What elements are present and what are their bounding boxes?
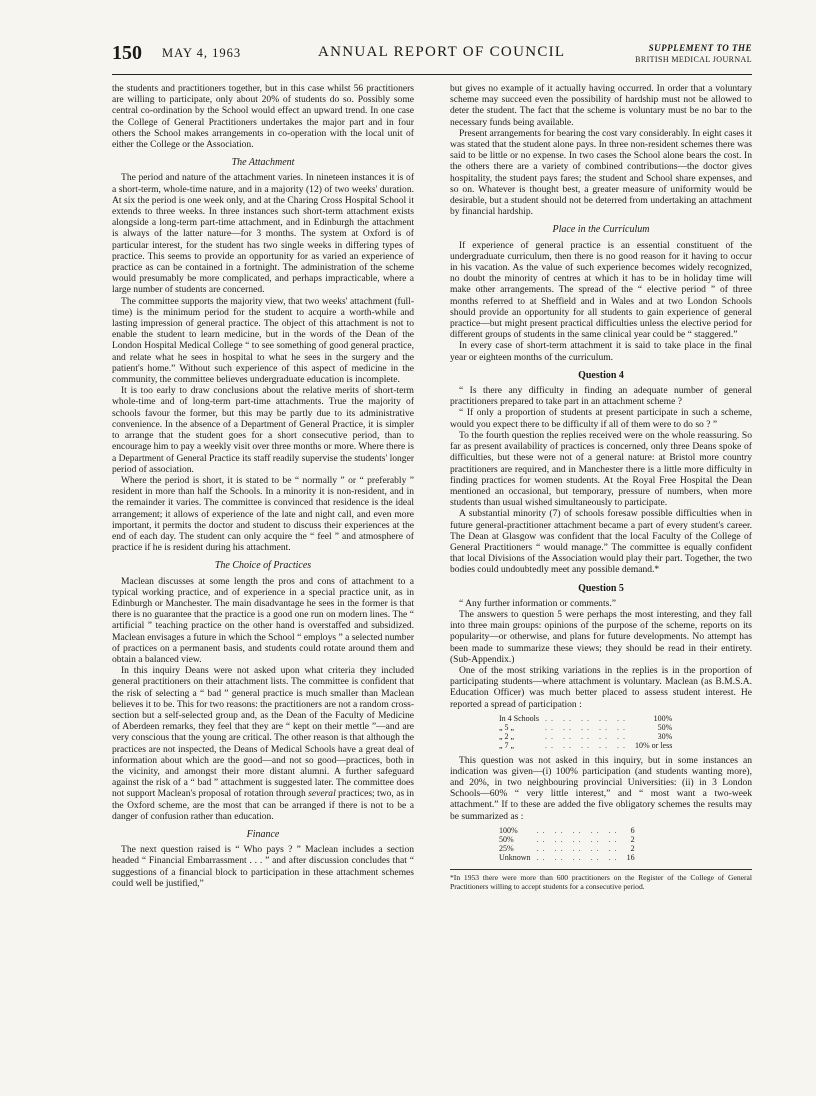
summary-rows [496, 826, 638, 863]
table-row [496, 714, 675, 723]
paragraph: Maclean discusses at some length the pros and cons of attachment to a typical working practice, and of experience in a special practice unit, as in Edinburgh or Manchester. The main disadvantage he sees in the former is that there is no guarantee that the practice is a good one run on modern lines. The “ artificial ” teaching practice on the other hand is overstaffed and subsidized. Maclean envisages a future in which the School “ employs ” a selected number of practices on a permanent basis, and students could rotate around them and obtain a balanced view. [112, 575, 414, 665]
footnote: *In 1953 there were more than 600 practitioners on the Register of the College of General Practitioners willing to accept students for a consecutive period. [450, 869, 752, 891]
row-value: 2 [630, 835, 635, 844]
row-label: „ 5 „ [499, 722, 515, 732]
row-label: 25% [499, 844, 514, 854]
table-row [496, 844, 638, 853]
right-column [450, 83, 752, 891]
leader-dots: .. .. .. .. .. [536, 835, 621, 844]
paragraph: The answers to question 5 were perhaps the most interesting, and they fall into three main groups: opinions of the purpose of the scheme, reports on its popularity—or otherwise, and plans for future developments. No attempt has been made to summarize these views; they should be read in their entirety. (Sub-Appendix.) [450, 608, 752, 665]
supplement-line-2: BRITISH MEDICAL JOURNAL [635, 55, 752, 64]
row-label: In 4 Schools [499, 713, 539, 723]
running-header [112, 40, 752, 75]
section-heading-choice-of-practices: The Choice of Practices [214, 560, 312, 572]
row-value: 30% [657, 732, 673, 742]
paragraph: One of the most striking variations in the replies is in the proportion of participating students—where attachment is voluntary. Maclean (as B.M.S.A. Education Officer) was much better placed to assess student interest. He reported a spread of participation : [450, 664, 752, 710]
row-label: 100% [499, 825, 518, 835]
text-run: practices; two, as in the Oxford scheme, are the most that can be arranged if there is not to be a danger of confusion rather than education. [112, 788, 414, 822]
running-title: ANNUAL REPORT OF COUNCIL [318, 44, 566, 60]
summary-table [496, 826, 638, 863]
participation-spread-table [496, 714, 675, 751]
row-value: 50% [657, 722, 673, 732]
leader-dots: .. .. .. .. .. [545, 741, 629, 751]
table-row [496, 732, 675, 741]
paragraph: If experience of general practice is an essential constituent of the undergraduate curriculum, then there is no good reason for it having to occur in his vacation. As the value of such experience becomes widely recognized, no doubt the minority of centres at which it has to be in holiday time will make other arrangements. The spread of the “ elective period ” of three months referred to at Sheffield and in Wales and at two London Schools should provide an opportunity for all students to gain experience of general practice—but might present practical difficulties unless the elective period for different groups of students in the same clinical year could be “ staggered.” [450, 239, 752, 341]
quoted-question: “ If only a proportion of students at present participate in such a scheme, would you expect there to be difficulty if all of them were to do so ? ” [450, 407, 752, 430]
paragraph [112, 665, 414, 822]
table-row [496, 853, 638, 862]
paragraph: Present arrangements for bearing the cost vary considerably. In eight cases it was stated that the student alone pays. In three non-resident schemes there was said to be little or no expense. In two cases the School alone bears the cost. In the others there are a variety of combined contributions—the doctor gives hospitality, the student pays fares; the student and School share expenses, and so on. Whatever is thought best, a greater measure of uniformity would be desirable, but a student should not be deterred from undertaking an attachment by financial hardship. [450, 127, 752, 218]
text-columns [112, 83, 752, 891]
paragraph: A substantial minority (7) of schools foresaw possible difficulties when in future general-practitioner attachment became a part of every student's career. The Dean at Glasgow was confident that the local Faculty of the College of General Practitioners “ would manage.” The committee is equally confident that local Divisions of the Association would play their part. Together, the two bodies could undoubtedly meet any possible demand.* [450, 508, 752, 576]
supplement-line-1: SUPPLEMENT TO THE [648, 43, 752, 53]
row-value: 10% or less [635, 741, 673, 751]
supplement-label [635, 43, 752, 65]
table-row [496, 835, 638, 844]
leader-dots: .. .. .. .. .. [536, 844, 621, 854]
row-value: 2 [630, 844, 635, 854]
leader-dots: .. .. .. .. .. [545, 732, 629, 742]
paragraph: the students and practitioners together, but in this case whilst 56 practitioners are willing to participate, only about 20% of students do so. Possibly some central co-ordination by the School would effect an upward trend. In one case the College of General Practitioners undertakes the major part and in four others the School makes arrangements in co-operation with the local unit of either the College or the Association. [112, 83, 414, 151]
emphasis: several [308, 788, 336, 800]
question-4-heading: Question 4 [578, 369, 624, 381]
row-label: 50% [499, 835, 514, 844]
table-row [496, 826, 638, 835]
section-heading-finance: Finance [246, 829, 280, 840]
page-number: 150 [112, 42, 142, 64]
table-row [496, 741, 675, 750]
left-column [112, 83, 414, 891]
paragraph: The committee supports the majority view, that two weeks' attachment (full-time) is the minimum period for the student to acquire a worth-while and lasting impression of general practice. The object of this attachment is not to enable the student to learn medicine, but in the words of the Dean of the London Hospital Medical College “ to see something of good general practice, and relate what he sees in hospital to what he sees in the surgery and the patient's home.” Without such experience of this aspect of medicine in the community, the committee believes undergraduate education is incomplete. [112, 295, 414, 386]
paragraph: It is too early to draw conclusions about the relative merits of short-term whole-time and of long-term part-time attachments. True the majority of schools favour the former, but this may be partly due to its administrative convenience. In the absence of a Department of General Practice, it is simpler to arrange that the student goes for a short consecutive period, than to encourage him to pay a weekly visit over three months or more. Where there is a Department of General Practice its staff readily supervise the students' longer period of association. [112, 385, 414, 475]
section-heading-place-in-curriculum: Place in the Curriculum [552, 224, 650, 236]
issue-date: MAY 4, 1963 [162, 46, 242, 60]
row-label: „ 2 „ [499, 732, 515, 742]
question-5-heading: Question 5 [578, 582, 624, 594]
table-row [496, 723, 675, 732]
row-value: 16 [626, 853, 635, 863]
leader-dots: .. .. .. .. .. [536, 853, 621, 863]
row-value: 100% [653, 713, 673, 723]
row-value: 6 [630, 825, 635, 835]
paragraph: but gives no example of it actually having occurred. In order that a voluntary scheme may succeed even the possibility of hardship must not be allowed to deter the student. The fact that the scheme is voluntary must be no bar to the necessary funds being available. [450, 83, 752, 128]
text-run: In this inquiry Deans were not asked upon what criteria they included general practitioners on their attachment lists. The committee is confident that the risk of selecting a “ bad ” general practice is much smaller than Maclean believes it to be. This for two reasons: the practitioners are not a random cross-section but a self-selected group and, as the Dean of the Faculty of Medicine of Aberdeen remarks, they feel that they are “ kept on their mettle ”—and are very conscious that the young are critical. The other reason is that although the practices are not inspected, the Deans of Medical Schools have a great deal of information about which are the good—and not so good—practices, both in the vicinity, and amongst their more distant alumni. A further safeguard against the risk of a “ bad ” attachment is suggested later. The committee does not support Maclean's proposal of rotation through [112, 665, 414, 800]
paragraph: This question was not asked in this inquiry, but in some instances an indication was given—(i) 100% participation (and students wanting more), and 20%, in two neighbouring provincial Universities: (ii) in 3 London Schools—60% “ very little interest,” and “ most want a two-week attachment.” If to these are added the five obligatory schemes the results may be summarized as : [450, 754, 752, 822]
paragraph: To the fourth question the replies received were on the whole reassuring. So far as present availability of practices is concerned, only three Deans spoke of difficulties, but these were not of a general nature: at Bristol more country practitioners are required, and in Manchester there is a little more difficulty in finding practices for women students. At the Royal Free Hospital the Dean mentioned an occasional, but temporary, pressure of numbers, when more students than usual wished simultaneously to participate. [450, 429, 752, 509]
section-heading-attachment: The Attachment [231, 157, 295, 169]
paragraph: The period and nature of the attachment varies. In nineteen instances it is of a short-term, whole-time nature, and in a majority (12) of two weeks' duration. At six the period is one week only, and at the Charing Cross Hospital School it extends to three weeks. In three instances such short-term attachment exists alongside a long-term part-time attachment, and in Edinburgh the attachment is always of the latter nature—for 3 months. The system at Oxford is of particular interest, for the student has two single weeks in differing types of practice. This seems to provide an opportunity for as varied an experience of practice as can be contained in a fortnight. The administration of the scheme would presumably be more complicated, and perhaps impracticable, where a large number of students are concerned. [112, 172, 414, 296]
row-label: „ 7 „ [499, 741, 515, 751]
leader-dots: .. .. .. .. .. [545, 713, 629, 723]
paragraph: In every case of short-term attachment it is said to take place in the final year or eighteen months of the curriculum. [450, 340, 752, 363]
leader-dots: .. .. .. .. .. [536, 825, 621, 835]
quoted-question: “ Is there any difficulty in finding an adequate number of general practitioners prepared to take part in an attachment scheme ? [450, 385, 752, 408]
quoted-question: “ Any further information or comments.” [459, 597, 616, 609]
row-label: Unknown [499, 853, 531, 863]
paragraph: Where the period is short, it is stated to be “ normally ” or “ preferably ” resident in more than half the Schools. In a minority it is non-resident, and in the remainder it varies. The committee is convinced that residence is the ideal arrangement; it allows of experience of the late and night call, and even more important, it permits the doctor and student to discuss their experiences at the end of each day. The student can only acquire the “ feel ” and atmosphere of practice if he is resident during his attachment. [112, 474, 414, 554]
paragraph: The next question raised is “ Who pays ? ” Maclean includes a section headed “ Financial Embarrassment . . . ” and after discussion concludes that “ suggestions of a financial block to participation in these attachment schemes could well be justified,” [112, 844, 414, 889]
participation-spread-rows [496, 714, 675, 751]
leader-dots: .. .. .. .. .. [545, 722, 629, 732]
